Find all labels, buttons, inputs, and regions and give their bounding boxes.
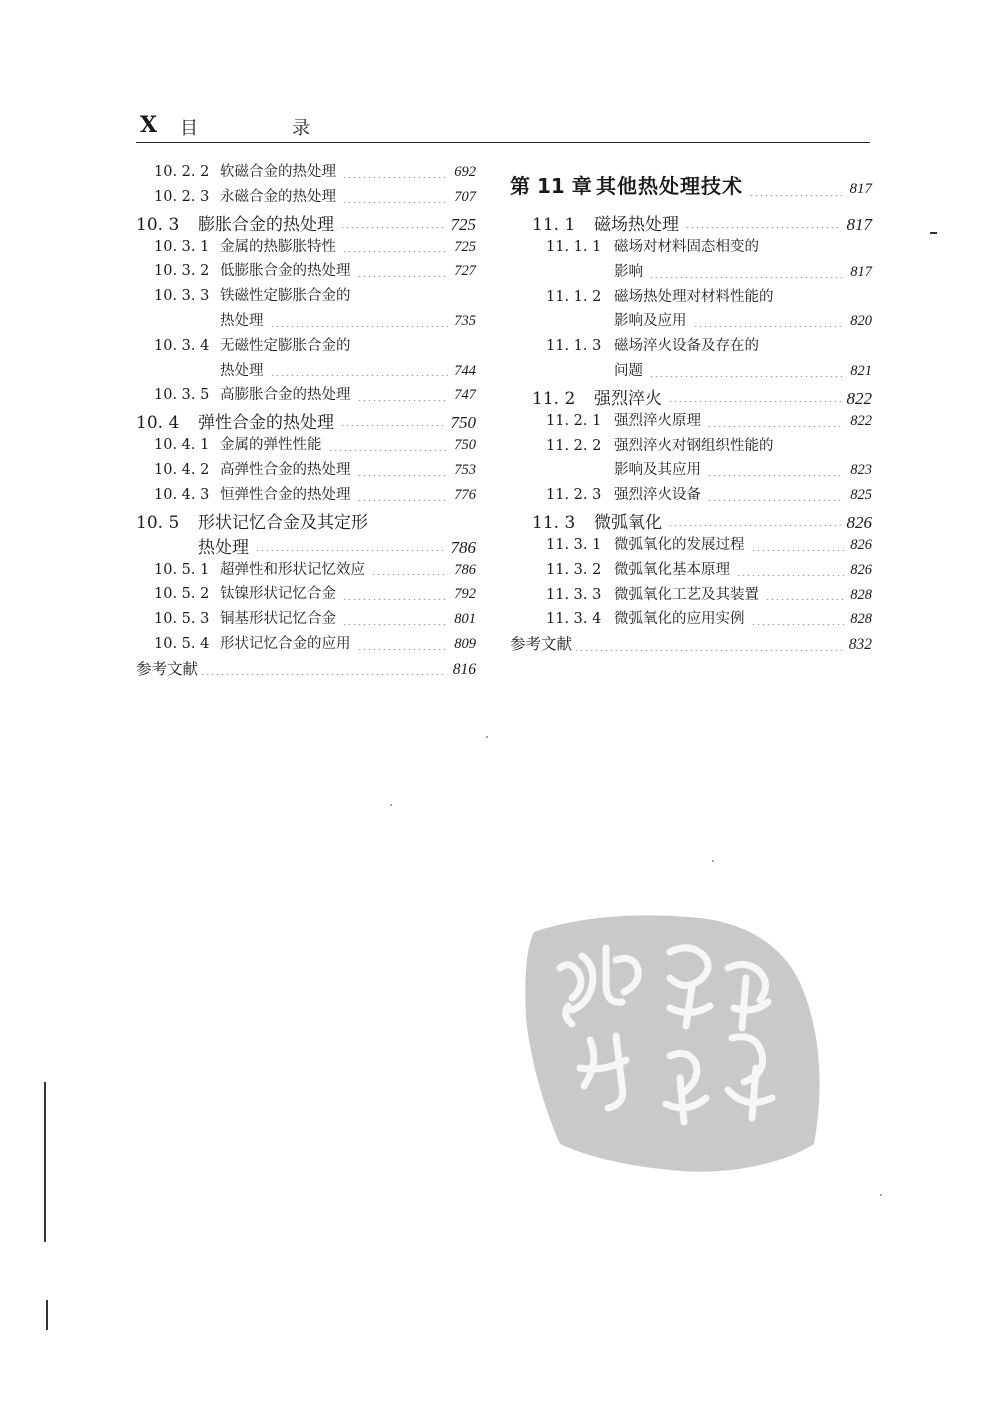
dot-leader [357, 649, 449, 650]
toc-entry-line [510, 508, 872, 533]
toc-entry-page: 817 [846, 215, 872, 234]
toc-subsection-entry[interactable] [510, 235, 872, 285]
toc-entry-page: 776 [454, 486, 476, 503]
toc-subsection-entry[interactable] [136, 458, 476, 483]
toc-entry-title: 磁场对材料固态相变的 [614, 239, 759, 255]
toc-subsection-entry[interactable] [136, 483, 476, 508]
toc-entry-line [510, 235, 872, 260]
toc-entry-line [136, 334, 476, 359]
toc-entry-number: 11. 2 [532, 388, 576, 409]
toc-entry-page: 822 [846, 388, 872, 408]
toc-entry-title: 强烈淬火对钢组织性能的 [614, 437, 774, 454]
toc-subsection-entry[interactable] [136, 383, 476, 408]
dot-leader [357, 500, 449, 501]
running-title: 目 录 [180, 118, 348, 139]
toc-subsection-entry[interactable] [510, 558, 872, 583]
toc-entry-line [136, 508, 476, 533]
toc-entry-number: 10. 5. 3 [154, 611, 210, 628]
toc-entry-page: 692 [454, 164, 476, 180]
toc-entry-number: 11. 1 [532, 215, 576, 235]
toc-entry-title: 热处理 [220, 312, 264, 329]
toc-entry-number: 10. 5. 4 [154, 635, 210, 652]
toc-entry-number: 10. 3. 2 [154, 263, 210, 280]
dot-leader [342, 251, 448, 252]
toc-entry-line [510, 607, 872, 632]
toc-entry-page: 826 [846, 512, 872, 532]
toc-entry-line [510, 384, 872, 409]
toc-entry-title: 热处理 [198, 537, 249, 558]
toc-entry-page: 747 [454, 387, 476, 404]
toc-entry-line [510, 558, 872, 583]
toc-entry-page: 817 [849, 181, 872, 197]
toc-entry-line [510, 632, 872, 658]
toc-subsection-entry[interactable] [136, 235, 476, 260]
toc-entry-title: 影响及其应用 [614, 462, 701, 479]
toc-entry-number: 10. 5 [136, 512, 180, 533]
toc-entry-line [136, 433, 476, 458]
toc-entry-title: 影响及应用 [614, 313, 687, 330]
toc-entry-number: 11. 1. 3 [546, 338, 602, 355]
toc-entry-title: 微弧氧化的发展过程 [614, 536, 745, 553]
toc-entry-line [136, 607, 476, 632]
toc-entry-page: 809 [454, 635, 476, 652]
toc-entry-page: 725 [454, 238, 476, 255]
toc-subsection-entry[interactable] [136, 607, 476, 632]
toc-subsection-entry[interactable] [510, 483, 872, 508]
toc-entry-number: 11. 1. 1 [546, 239, 602, 255]
toc-entry-title: 超弹性和形状记忆效应 [220, 561, 365, 578]
toc-entry-page: 727 [454, 263, 476, 280]
toc-entry-line [136, 185, 476, 210]
toc-entry-page: 750 [450, 413, 476, 433]
toc-entry-title: 磁场淬火设备及存在的 [614, 338, 759, 355]
scan-speck [880, 1194, 882, 1196]
toc-subsection-entry[interactable] [510, 409, 872, 434]
scan-speck [390, 804, 392, 806]
toc-entry-title: 金属的热膨胀特性 [220, 238, 336, 255]
toc-entry-number: 11. 3. 2 [546, 561, 602, 578]
toc-entry-page: 750 [454, 437, 476, 454]
toc-entry-title: 参考文献 [136, 659, 199, 678]
toc-subsection-entry[interactable] [136, 558, 476, 583]
toc-entry-line [136, 383, 476, 408]
toc-entry-number: 11. 3. 4 [546, 611, 602, 628]
toc-entry-line [136, 210, 476, 235]
toc-entry-title: 金属的弹性性能 [220, 437, 322, 454]
dot-leader [371, 574, 448, 575]
toc-entry-line [510, 334, 872, 359]
toc-entry-page: 832 [848, 636, 872, 654]
dot-leader [342, 624, 448, 625]
toc-entry-number: 10. 3. 5 [154, 387, 210, 404]
toc-chapter-entry[interactable] [510, 170, 872, 210]
toc-entry-page: 817 [850, 263, 872, 280]
toc-entry-title: 磁场热处理 [594, 215, 679, 235]
toc-subsection-entry[interactable] [510, 533, 872, 558]
toc-entry-line [136, 558, 476, 583]
dot-leader [357, 475, 449, 476]
toc-entry-page: 735 [454, 312, 476, 329]
toc-right-column [510, 170, 872, 658]
toc-subsection-entry[interactable] [510, 434, 872, 484]
dot-leader [693, 326, 845, 327]
toc-entry-line [136, 259, 476, 284]
toc-entry-title: 高弹性合金的热处理 [220, 461, 351, 478]
toc-entry-number: 11. 3. 3 [546, 586, 602, 603]
toc-entry-page: 786 [450, 537, 476, 557]
toc-entry-line [136, 458, 476, 483]
toc-left-column [136, 160, 476, 683]
toc-subsection-entry[interactable] [136, 160, 476, 185]
toc-entry-title: 钛镍形状记忆合金 [220, 586, 336, 603]
running-header [136, 110, 870, 143]
toc-entry-line [136, 483, 476, 508]
toc-entry-line [510, 210, 872, 235]
toc-entry-page: 826 [850, 536, 872, 553]
dot-leader [340, 227, 445, 228]
toc-entry-line [510, 285, 872, 310]
dot-leader [736, 575, 844, 576]
toc-subsection-entry[interactable] [136, 259, 476, 284]
toc-entry-number: 10. 4. 1 [154, 437, 210, 454]
toc-entry-line [136, 160, 476, 185]
toc-entry-number: 第 11 章 [510, 174, 592, 198]
toc-entry-line [136, 235, 476, 260]
toc-entry-number: 11. 3 [532, 512, 576, 533]
toc-entry-number: 10. 4 [136, 413, 180, 434]
dot-leader [707, 426, 844, 427]
dot-leader [765, 599, 844, 600]
toc-entry-title: 强烈淬火 [594, 388, 662, 409]
toc-entry-page: 816 [452, 660, 476, 678]
toc-subsection-entry[interactable] [136, 582, 476, 607]
dot-leader [342, 202, 448, 203]
toc-entry-number: 11. 3. 1 [546, 536, 602, 553]
toc-subsection-entry[interactable] [136, 284, 476, 334]
toc-subsection-entry[interactable] [136, 433, 476, 458]
toc-entry-number: 11. 2. 2 [546, 437, 602, 454]
toc-entry-page: 823 [850, 462, 872, 479]
toc-entry-page: 826 [850, 561, 872, 578]
toc-entry-page: 744 [454, 362, 476, 379]
toc-entry-title: 微弧氧化基本原理 [614, 561, 730, 578]
toc-subsection-entry[interactable] [136, 185, 476, 210]
dot-leader [707, 500, 844, 501]
dot-leader [649, 277, 844, 278]
toc-entry-title: 其他热处理技术 [596, 174, 743, 198]
toc-entry-number: 10. 2. 2 [154, 164, 210, 180]
toc-entry-number: 10. 3. 1 [154, 238, 210, 255]
toc-references-entry[interactable] [510, 632, 872, 658]
scan-edge-mark [930, 232, 937, 234]
toc-entry-page: 801 [454, 611, 476, 628]
toc-entry-number: 10. 3 [136, 214, 180, 235]
toc-entry-number: 10. 4. 2 [154, 461, 210, 478]
toc-references-entry[interactable] [136, 657, 476, 683]
toc-entry-line [510, 309, 872, 334]
scan-edge-mark [44, 1082, 46, 1242]
toc-entry-line [510, 260, 872, 285]
toc-entry-title: 参考文献 [510, 635, 573, 654]
dot-leader [751, 624, 845, 625]
scan-speck [486, 736, 488, 738]
toc-entry-page: 821 [850, 362, 872, 379]
toc-entry-line [510, 533, 872, 558]
toc-entry-page: 707 [454, 188, 476, 205]
toc-entry-line [510, 170, 872, 210]
dot-leader [668, 525, 841, 526]
toc-subsection-entry[interactable] [136, 632, 476, 657]
toc-entry-title: 形状记忆合金及其定形 [198, 512, 368, 533]
toc-entry-title: 影响 [614, 263, 643, 280]
toc-entry-line [510, 409, 872, 434]
toc-entry-page: 828 [850, 586, 872, 603]
toc-entry-line [136, 284, 476, 309]
dot-leader [707, 475, 844, 476]
toc-entry-title: 微弧氧化工艺及其装置 [614, 586, 759, 603]
dot-leader [340, 425, 445, 426]
toc-section-entry[interactable] [510, 384, 872, 409]
toc-entry-page: 792 [454, 586, 476, 603]
toc-entry-line [136, 309, 476, 334]
toc-entry-line [510, 458, 872, 483]
toc-entry-line [136, 657, 476, 683]
toc-entry-title: 软磁合金的热处理 [220, 164, 336, 180]
toc-entry-number: 10. 4. 3 [154, 486, 210, 503]
seal-stamp [520, 908, 826, 1178]
toc-subsection-entry[interactable] [510, 285, 872, 335]
toc-section-entry[interactable] [136, 210, 476, 235]
toc-entry-line [136, 408, 476, 433]
toc-entry-title: 低膨胀合金的热处理 [220, 263, 351, 280]
dot-leader [342, 177, 448, 178]
toc-entry-line [136, 359, 476, 384]
dot-leader [751, 550, 845, 551]
toc-section-entry[interactable] [510, 210, 872, 235]
scan-edge-mark [46, 1300, 48, 1330]
toc-entry-title: 强烈淬火设备 [614, 487, 701, 504]
toc-entry-number: 11. 2. 3 [546, 487, 602, 504]
dot-leader [328, 450, 449, 451]
toc-entry-number: 10. 2. 3 [154, 188, 210, 205]
toc-entry-title: 高膨胀合金的热处理 [220, 387, 351, 404]
toc-entry-title: 铜基形状记忆合金 [220, 611, 336, 628]
toc-entry-line [136, 533, 476, 558]
dot-leader [685, 227, 841, 228]
dot-leader [342, 599, 448, 600]
toc-entry-number: 10. 5. 2 [154, 586, 210, 603]
toc-subsection-entry[interactable] [510, 607, 872, 632]
toc-entry-line [510, 483, 872, 508]
toc-entry-page: 725 [450, 214, 476, 234]
dot-leader [574, 650, 843, 651]
toc-entry-page: 825 [850, 487, 872, 504]
toc-entry-title: 膨胀合金的热处理 [198, 214, 334, 235]
toc-entry-title: 热处理 [220, 362, 264, 379]
toc-entry-number: 11. 2. 1 [546, 412, 602, 429]
toc-entry-line [510, 434, 872, 459]
dot-leader [357, 400, 449, 401]
toc-entry-title: 无磁性定膨胀合金的 [220, 337, 351, 354]
toc-entry-page: 753 [454, 461, 476, 478]
toc-entry-line [510, 359, 872, 384]
toc-entry-number: 10. 3. 3 [154, 288, 210, 305]
toc-entry-title: 永磁合金的热处理 [220, 188, 336, 205]
toc-entry-line [136, 582, 476, 607]
toc-entry-title: 磁场热处理对材料性能的 [614, 288, 774, 305]
toc-entry-title: 微弧氧化的应用实例 [614, 611, 745, 628]
dot-leader [270, 375, 449, 376]
toc-section-entry[interactable] [136, 508, 476, 558]
toc-entry-page: 820 [850, 313, 872, 330]
toc-entry-line [510, 583, 872, 608]
scan-speck [712, 860, 714, 862]
toc-entry-number: 11. 1. 2 [546, 288, 602, 305]
dot-leader [668, 401, 841, 402]
dot-leader [255, 550, 445, 551]
toc-subsection-entry[interactable] [510, 334, 872, 384]
dot-leader [749, 195, 844, 196]
toc-entry-page: 828 [850, 611, 872, 628]
toc-entry-title: 微弧氧化 [594, 512, 662, 533]
page-number: X [140, 112, 158, 138]
toc-entry-title: 铁磁性定膨胀合金的 [220, 288, 351, 305]
toc-entry-number: 10. 5. 1 [154, 561, 210, 578]
toc-entry-title: 弹性合金的热处理 [198, 413, 334, 434]
dot-leader [270, 326, 449, 327]
toc-subsection-entry[interactable] [136, 334, 476, 384]
toc-entry-page: 786 [454, 561, 476, 578]
toc-entry-title: 问题 [614, 362, 643, 379]
toc-subsection-entry[interactable] [510, 583, 872, 608]
toc-entry-title: 形状记忆合金的应用 [220, 635, 351, 652]
toc-section-entry[interactable] [510, 508, 872, 533]
dot-leader [357, 276, 449, 277]
toc-entry-title: 恒弹性合金的热处理 [220, 486, 351, 503]
dot-leader [649, 376, 844, 377]
toc-entry-line [136, 632, 476, 657]
toc-section-entry[interactable] [136, 408, 476, 433]
toc-entry-number: 10. 3. 4 [154, 337, 210, 354]
toc-entry-title: 强烈淬火原理 [614, 412, 701, 429]
dot-leader [200, 674, 447, 675]
toc-entry-page: 822 [850, 412, 872, 429]
